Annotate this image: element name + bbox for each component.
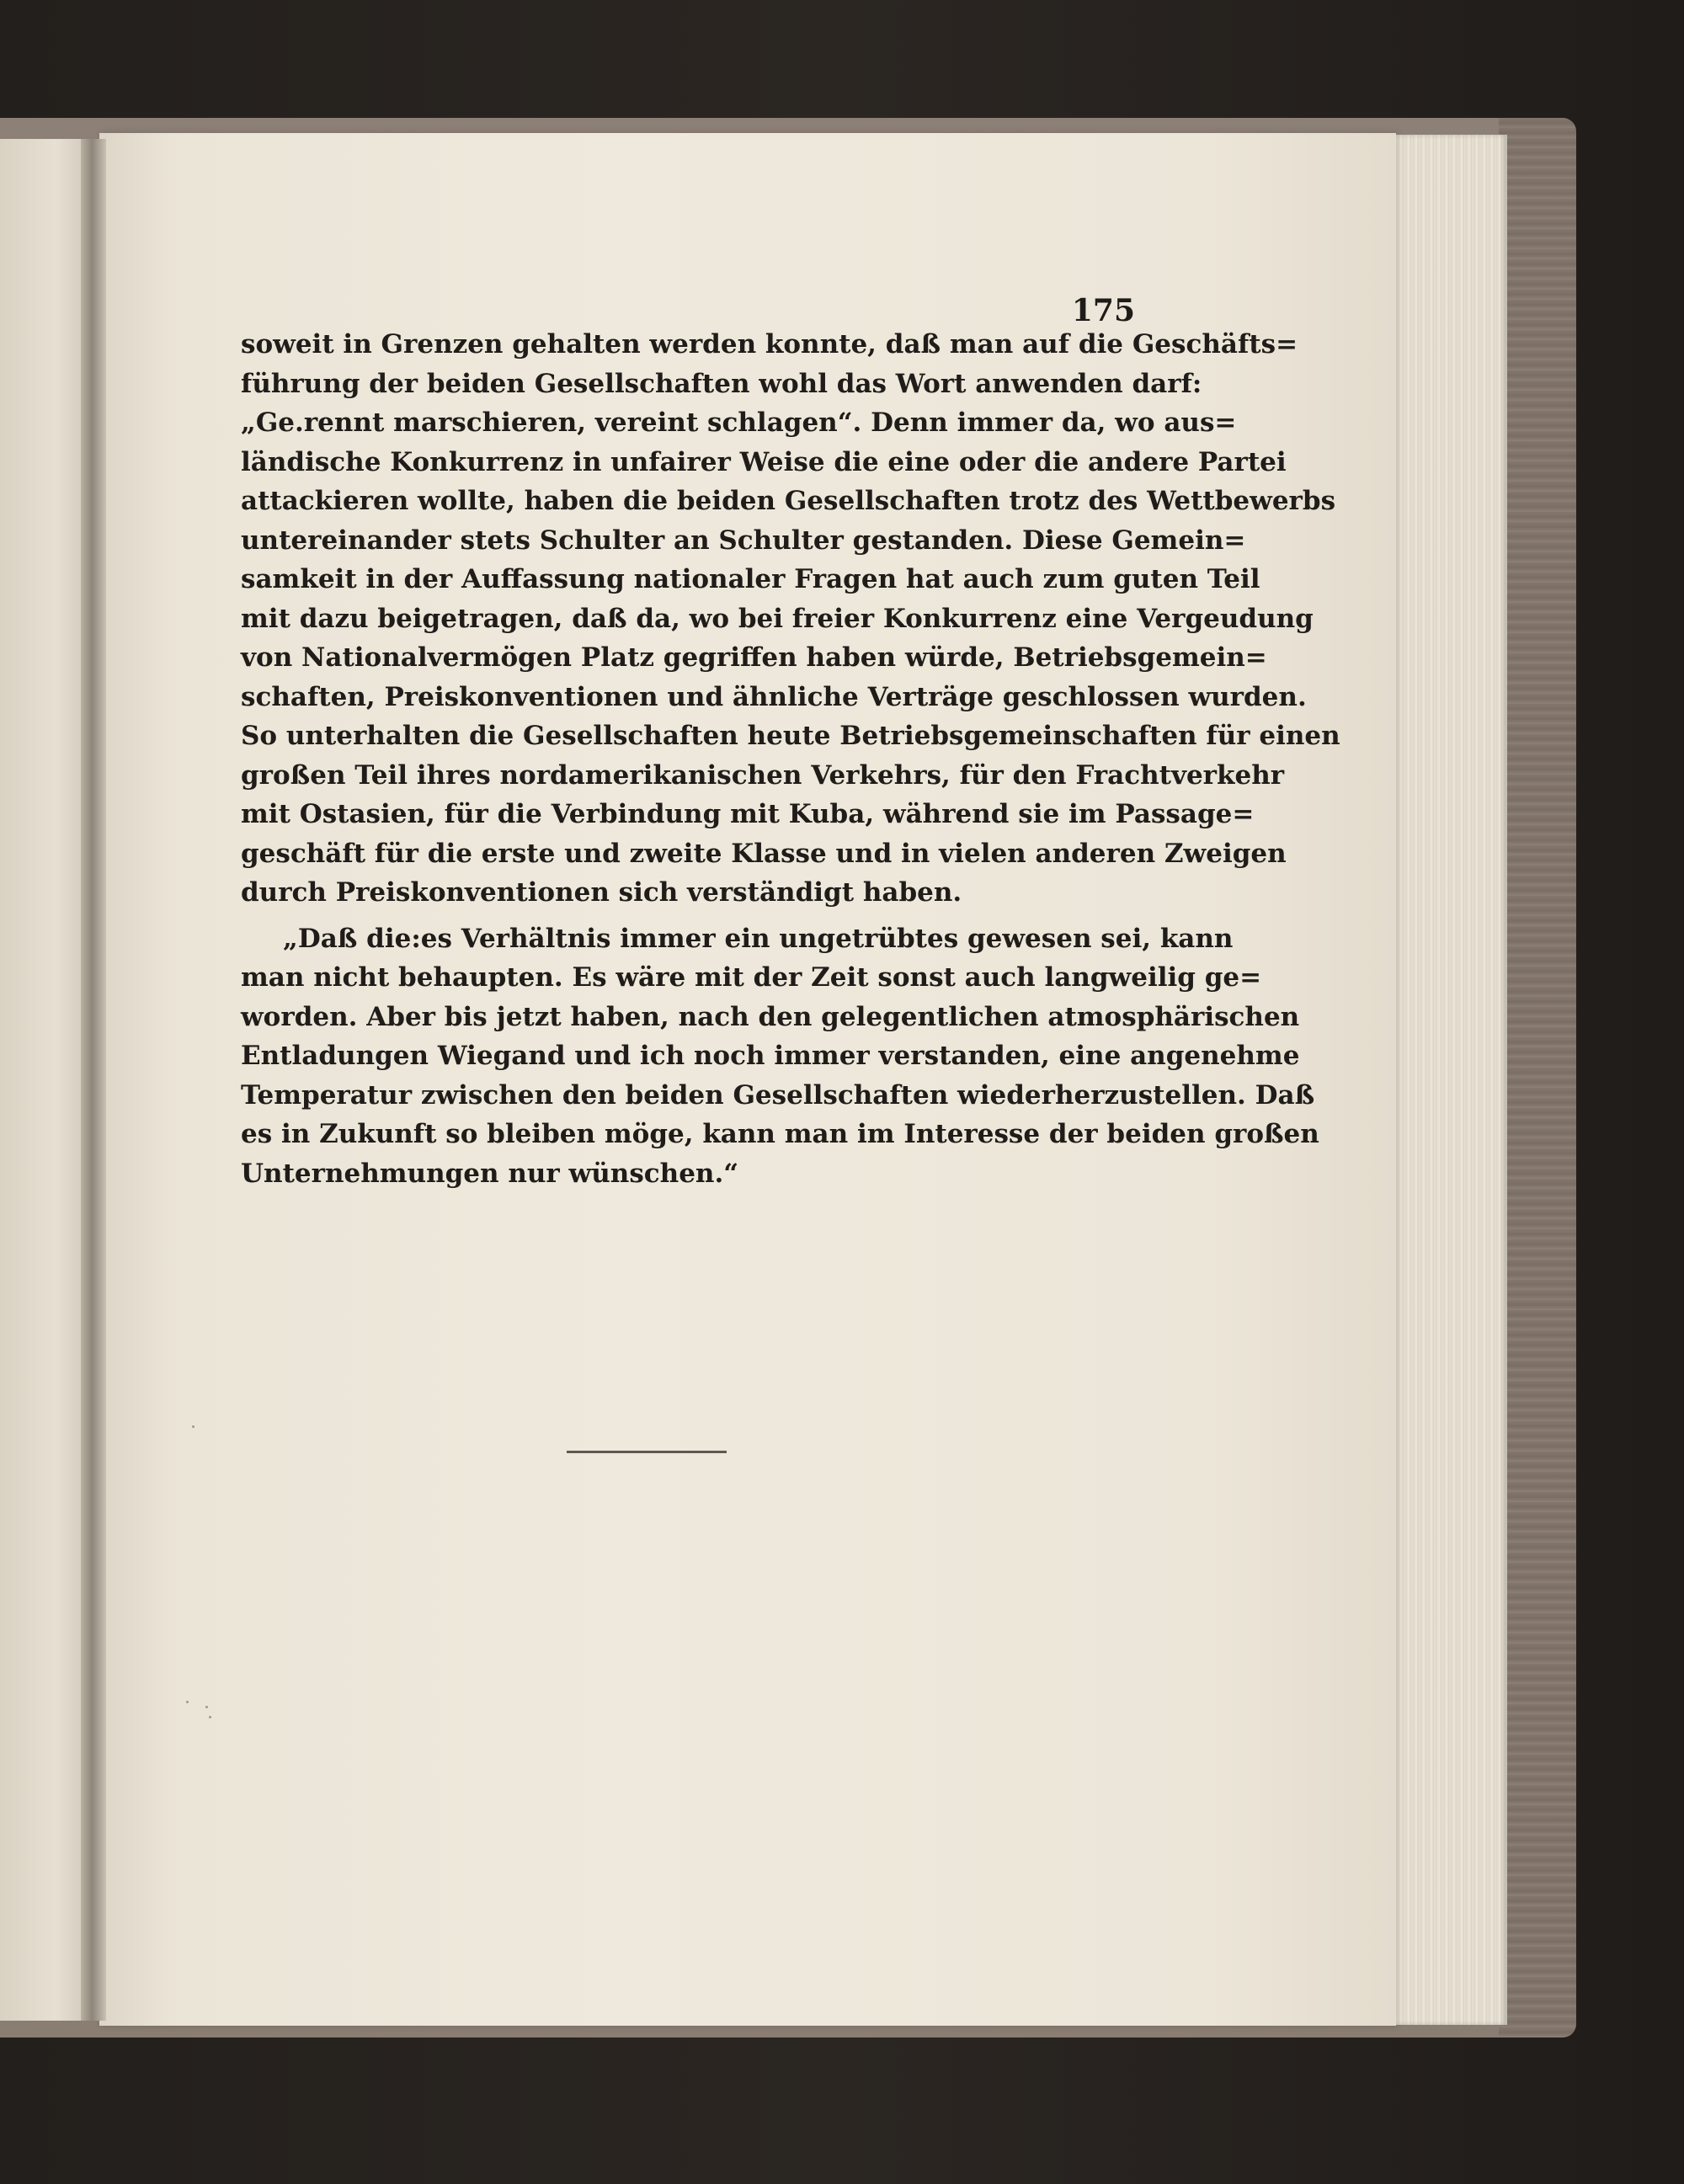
text-line: von Nationalvermögen Platz gegriffen haben würde, Betriebsgemein= [241, 642, 1267, 673]
text-line: schaften, Preiskonventionen und ähnliche Verträge geschlossen wurden. [241, 681, 1307, 712]
text-line: mit Ostasien, für die Verbindung mit Kuba, während sie im Passage= [241, 799, 1255, 829]
paper-speck [205, 1706, 208, 1708]
text-line: attackieren wollte, haben die beiden Gesellschaften trotz des Wettbewerbs [241, 486, 1336, 516]
page-stack-edge [1381, 135, 1507, 2025]
cover-edge [1499, 118, 1576, 2038]
text-line: Temperatur zwischen den beiden Gesellschaften wiederherzustellen. Daß [241, 1079, 1315, 1111]
text-line: großen Teil ihres nordamerikanischen Verkehrs, für den Frachtverkehr [241, 759, 1285, 791]
text-line: führung der beiden Gesellschaften wohl das Wort anwenden darf: [241, 368, 1202, 399]
text-line: Unternehmungen nur wünschen.“ [241, 1158, 739, 1189]
text-line: So unterhalten die Gesellschaften heute Betriebsgemeinschaften für einen [241, 721, 1340, 751]
text-line: untereinander stets Schulter an Schulter gestanden. Diese Gemein= [241, 525, 1246, 556]
text-line: „Ge.rennt marschieren, vereint schlagen“. Denn immer da, wo aus= [241, 408, 1237, 438]
paper-speck [192, 1425, 195, 1428]
text-line: mit dazu beigetragen, daß da, wo bei freier Konkurrenz eine Vergeudung [241, 603, 1314, 634]
book-page [99, 133, 1396, 2026]
paragraph-gap [241, 913, 1191, 919]
paragraph [241, 325, 1340, 913]
end-rule [567, 1451, 727, 1453]
page-number: 175 [1071, 293, 1135, 328]
text-line: soweit in Grenzen gehalten werden konnte, daß man auf die Geschäfts= [241, 329, 1298, 360]
text-line: durch Preiskonventionen sich verständigt haben. [241, 877, 962, 908]
text-line: ländische Konkurrenz in unfairer Weise die eine oder die andere Partei [241, 446, 1287, 477]
text-line: es in Zukunft so bleiben möge, kann man im Interesse der beiden großen [241, 1119, 1319, 1149]
text-line: geschäft für die erste und zweite Klasse und in vielen anderen Zweigen [241, 838, 1287, 869]
paper-speck [209, 1716, 211, 1718]
body-text [241, 325, 1340, 1193]
page-gutter [81, 139, 106, 2021]
paragraph [241, 919, 1319, 1194]
text-line: „Daß die:es Verhältnis immer ein ungetrübtes gewesen sei, kann [283, 923, 1234, 954]
text-line: Entladungen Wiegand und ich noch immer verstanden, eine angenehme [241, 1041, 1300, 1071]
previous-page-edge [0, 139, 93, 2021]
text-line: worden. Aber bis jetzt haben, nach den gelegentlichen atmosphärischen [241, 1001, 1300, 1032]
text-line: man nicht behaupten. Es wäre mit der Zeit sonst auch langweilig ge= [241, 962, 1262, 993]
text-line: samkeit in der Auffassung nationaler Fragen hat auch zum guten Teil [241, 564, 1260, 594]
paper-speck [186, 1701, 189, 1703]
